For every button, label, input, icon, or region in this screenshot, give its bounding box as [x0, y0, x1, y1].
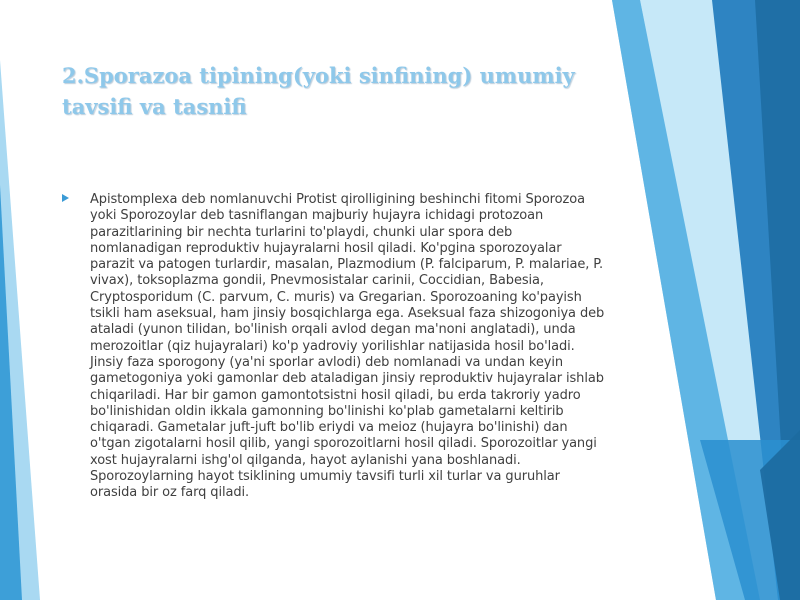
bullet-arrow-icon — [62, 194, 69, 202]
slide-title: 2.Sporazoa tipining(yoki sinfining) umumiy tavsifi va tasnifi — [62, 63, 575, 119]
content-area — [62, 192, 607, 502]
body-paragraph: Apistomplexa deb nomlanuvchi Protist qirolligining beshinchi fitomi Sporozoa yoki Sporozoylar deb tasniflangan majburiy hujayra ichidagi protozoan parazitlarining bir nechta turlarini to'playdi, chunki ular spora deb nomlanadigan reproduktiv hujayralarni hosil qiladi. Ko'pgina sporozoyalar parazit va patogen turlardir, masalan, Plazmodium (P. falciparum, P. malariae, P. vivax), toksoplazma gondii, Pnevmosistalar carinii, Coccidian, Babesia, Cryptosporidum (C. parvum, C. muris) va Gregarian. Sporozoaning ko'payish tsikli ham aseksual, ham jinsiy bosqichlarga ega. Aseksual faza shizogoniya deb ataladi (yunon tilidan, bo'linish orqali avlod degan ma'noni anglatadi), unda merozoitlar (qiz hujayralari) ko'p yadroviy yorilishlar natijasida hosil bo'ladi. Jinsiy faza sporogony (ya'ni sporlar avlodi) deb nomlanadi va undan keyin gametogoniya yoki gamonlar deb ataladigan jinsiy reproduktiv hujayralar ishlab chiqariladi. Har bir gamon gamontotsistni hosil qiladi, bu erda takroriy yadro bo'linishidan oldin ikkala gamonning bo'linishi ko'plab gametalarni keltirib chiqaradi. Gametalar juft-juft bo'lib eriydi va meioz (hujayra bo'linishi) dan o'tgan zigotalarni hosil qilib, yangi sporozoitlarni hosil qiladi. Sporozoitlar yangi xost hujayralarni ishg'ol qilganda, hayot aylanishi yana boshlanadi. Sporozoylarning hayot tsiklining umumiy tavsifi turli xil turlar va guruhlar orasida bir oz farq qiladi. — [90, 192, 605, 501]
